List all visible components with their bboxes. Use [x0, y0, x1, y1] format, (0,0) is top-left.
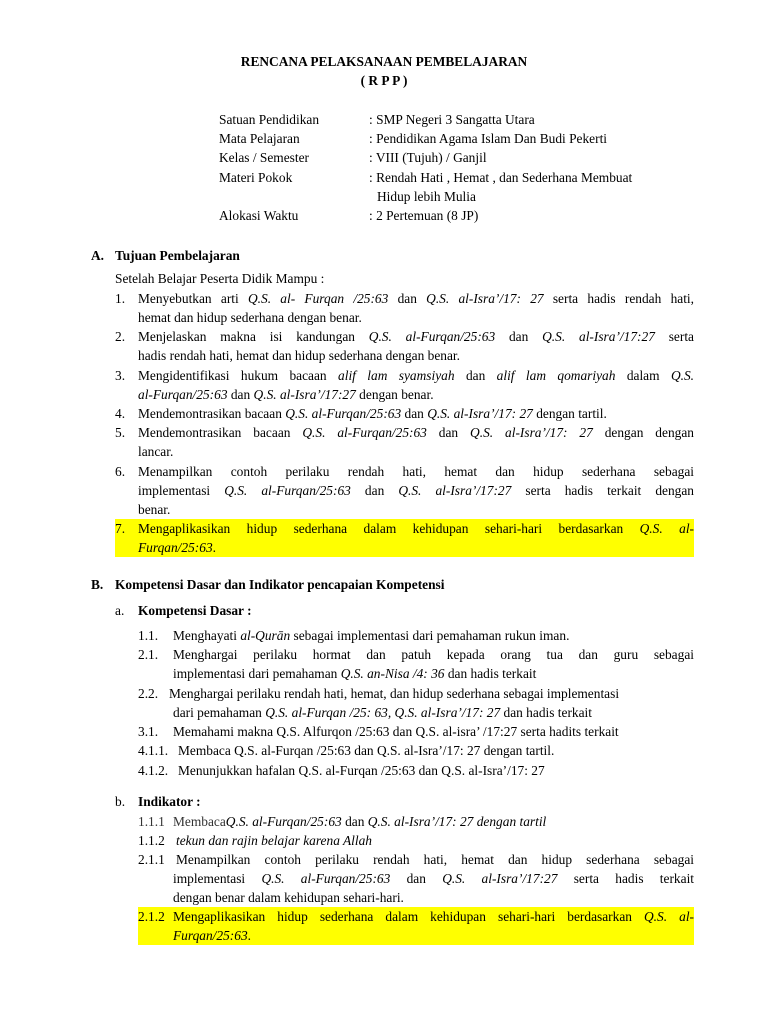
list-item: Mendemontrasikan bacaan Q.S. al-Furqan/25:63 dan Q.S. al-Isra’/17: 27 dengan tartil.: [138, 406, 607, 421]
section-a-letter: A.: [91, 248, 105, 263]
list-number: 5.: [115, 425, 126, 440]
list-item: Mendemontrasikan bacaan Q.S. al-Furqan/25:63 dan Q.S. al-Isra’/17: 27 dengan dengan: [138, 425, 694, 440]
ind-item-cont: dengan benar dalam kehidupan sehari-hari.: [173, 890, 404, 905]
list-number: 4.: [115, 406, 126, 421]
ind-item: Mengaplikasikan hidup sederhana dalam kehidupan sehari-hari berdasarkan Q.S. al-: [173, 909, 694, 924]
list-number: 3.: [115, 368, 126, 383]
subsection-b-letter: b.: [115, 794, 126, 809]
kd-number: 3.1.: [138, 724, 159, 739]
list-number: 7.: [115, 521, 126, 536]
section-b-letter: B.: [91, 577, 104, 592]
kd-item: Menghargai perilaku rendah hati, hemat, dan hidup sederhana sebagai implementasi: [169, 686, 620, 701]
identity-value: : 2 Pertemuan (8 JP): [369, 208, 479, 223]
list-item-cont: Furqan/25:63.: [138, 540, 216, 555]
list-item-cont: hemat dan hidup sederhana dengan benar.: [138, 310, 362, 325]
subsection-b-heading: Indikator :: [138, 794, 201, 809]
identity-value: : VIII (Tujuh) / Ganjil: [369, 150, 487, 165]
kd-number: 4.1.1.: [138, 743, 169, 758]
ind-item: Menampilkan contoh perilaku rendah hati, hemat dan hidup sederhana sebagai: [176, 852, 694, 867]
list-item: Mengidentifikasi hukum bacaan alif lam syamsiyah dan alif lam qomariyah dalam Q.S.: [138, 368, 694, 383]
section-b-heading: Kompetensi Dasar dan Indikator pencapaian Kompetensi: [115, 577, 445, 592]
list-item-cont: al-Furqan/25:63 dan Q.S. al-Isra’/17:27 dengan benar.: [138, 387, 434, 402]
list-number: 1.: [115, 291, 126, 306]
kd-item: Menghayati al-Qurān sebagai implementasi dari pemahaman rukun iman.: [173, 628, 570, 643]
kd-number: 1.1.: [138, 628, 159, 643]
list-item: Menampilkan contoh perilaku rendah hati, hemat dan hidup sederhana sebagai: [138, 464, 694, 479]
section-a-intro: Setelah Belajar Peserta Didik Mampu :: [115, 271, 325, 286]
identity-label: Materi Pokok: [219, 170, 293, 185]
identity-value-cont: Hidup lebih Mulia: [377, 189, 476, 204]
document-title: RENCANA PELAKSANAAN PEMBELAJARAN: [240, 54, 528, 69]
identity-value: : SMP Negeri 3 Sangatta Utara: [369, 112, 535, 127]
kd-item: Menghargai perilaku hormat dan patuh kepada orang tua dan guru sebagai: [173, 647, 694, 662]
kd-item: Menunjukkan hafalan Q.S. al-Furqan /25:63 dan Q.S. al-Isra’/17: 27: [178, 763, 545, 778]
list-item-cont: lancar.: [138, 444, 174, 459]
list-item: Menyebutkan arti Q.S. al- Furqan /25:63 dan Q.S. al-Isra’/17: 27 serta hadis rendah hati,: [138, 291, 694, 306]
ind-item: tekun dan rajin belajar karena Allah: [176, 833, 373, 848]
ind-item-cont: implementasi Q.S. al-Furqan/25:63 dan Q.S. al-Isra’/17:27 serta hadis terkait: [173, 871, 695, 886]
list-item: Mengaplikasikan hidup sederhana dalam kehidupan sehari-hari berdasarkan Q.S. al-: [138, 521, 694, 536]
ind-number: 2.1.2: [138, 909, 165, 924]
list-item-cont: benar.: [138, 502, 171, 517]
identity-label: Satuan Pendidikan: [219, 112, 320, 127]
kd-item: Membaca Q.S. al-Furqan /25:63 dan Q.S. al-Isra’/17: 27 dengan tartil.: [178, 743, 555, 758]
list-item-cont: implementasi Q.S. al-Furqan/25:63 dan Q.S. al-Isra’/17:27 serta hadis terkait dengan: [138, 483, 695, 498]
ind-item-cont: Furqan/25:63.: [173, 928, 251, 943]
kd-number: 4.1.2.: [138, 763, 169, 778]
list-item-cont: hadis rendah hati, hemat dan hidup sederhana dengan benar.: [138, 348, 461, 363]
ind-item: MembacaQ.S. al-Furqan/25:63 dan Q.S. al-Isra’/17: 27 dengan tartil: [173, 814, 547, 829]
kd-number: 2.2.: [138, 686, 159, 701]
kd-number: 2.1.: [138, 647, 159, 662]
kd-item-cont: implementasi dari pemahaman Q.S. an-Nisa /4: 36 dan hadis terkait: [173, 666, 537, 681]
ind-number: 1.1.1: [138, 814, 165, 829]
document-subtitle: ( R P P ): [360, 73, 408, 88]
list-number: 2.: [115, 329, 126, 344]
list-number: 6.: [115, 464, 126, 479]
identity-label: Alokasi Waktu: [219, 208, 299, 223]
identity-value: : Pendidikan Agama Islam Dan Budi Pekerti: [369, 131, 608, 146]
section-a-heading: Tujuan Pembelajaran: [115, 248, 240, 263]
kd-item-cont: dari pemahaman Q.S. al-Furqan /25: 63, Q.S. al-Isra’/17: 27 dan hadis terkait: [173, 705, 593, 720]
kd-item: Memahami makna Q.S. Alfurqon /25:63 dan Q.S. al-isra’ /17:27 serta hadits terkait: [173, 724, 619, 739]
list-item: Menjelaskan makna isi kandungan Q.S. al-Furqan/25:63 dan Q.S. al-Isra’/17:27 serta: [138, 329, 694, 344]
identity-value: : Rendah Hati , Hemat , dan Sederhana Membuat: [369, 170, 633, 185]
ind-number: 1.1.2: [138, 833, 165, 848]
identity-label: Mata Pelajaran: [219, 131, 300, 146]
subsection-a-heading: Kompetensi Dasar :: [138, 603, 252, 618]
subsection-a-letter: a.: [115, 603, 125, 618]
identity-label: Kelas / Semester: [219, 150, 309, 165]
ind-number: 2.1.1: [138, 852, 165, 867]
